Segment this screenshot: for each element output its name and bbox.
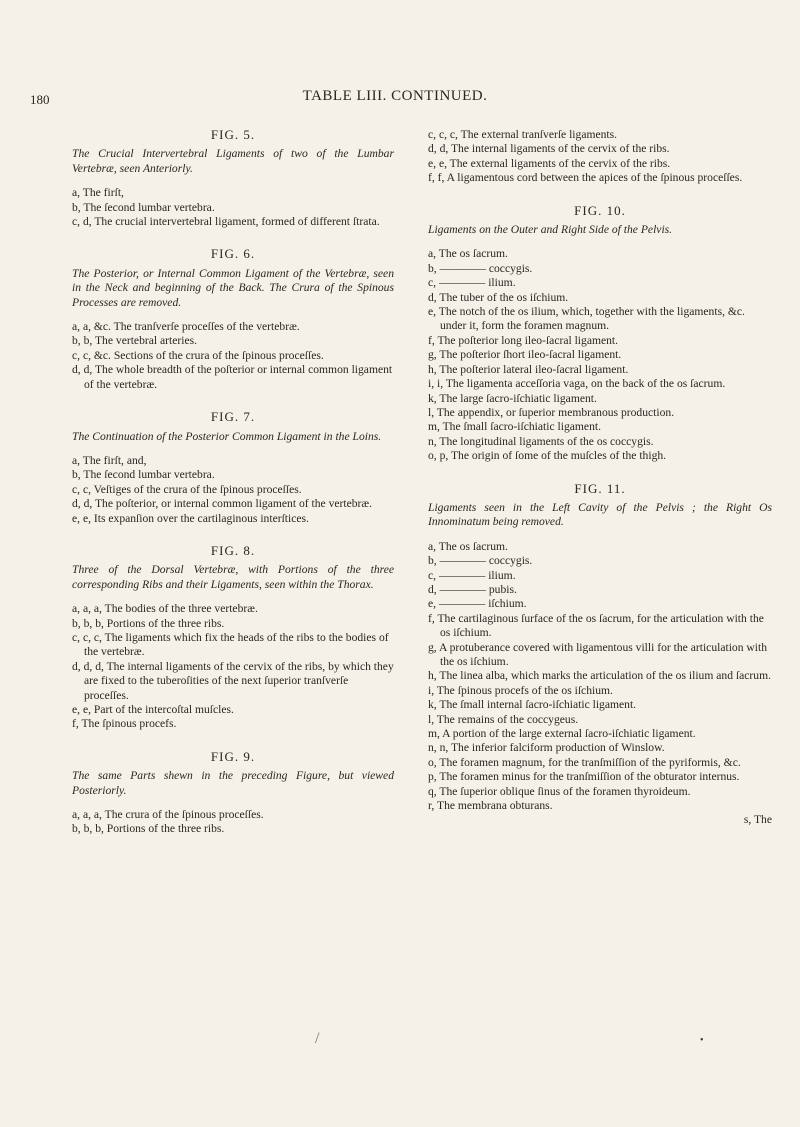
legend-entry: q, The ſuperior oblique ſinus of the foramen thyroideum. xyxy=(428,784,691,798)
legend-entry: a, a, a, The crura of the ſpinous proceſſes. xyxy=(72,808,264,822)
legend-entry: e, e, Its expanſion over the cartilaginous interſtices. xyxy=(72,511,309,525)
legend-entry: a, a, a, The bodies of the three vertebræ. xyxy=(72,602,258,616)
legend-entry: o, p, The origin of ſome of the muſcles of the thigh. xyxy=(428,449,667,463)
legend-entry: e, The notch of the os ilium, which, together with the ligaments, &c. under it, form the foramen magnum. xyxy=(428,305,745,333)
fig-title: FIG. 8. xyxy=(210,542,256,558)
legend-entry: o, The foramen magnum, for the tranſmiſſion of the pyriformis, &c. xyxy=(428,755,741,769)
legend-entry: a, The firſt, xyxy=(72,186,124,200)
page-number: 180 xyxy=(30,92,50,107)
legend-entry: i, The ſpinous procefs of the os iſchium. xyxy=(428,683,613,697)
fig-title: FIG. 10. xyxy=(574,202,626,218)
legend-entry: k, The large ſacro-iſchiatic ligament. xyxy=(428,391,597,405)
legend-entry: c, ———— ilium. xyxy=(428,568,516,582)
legend-entry: b, ———— coccygis. xyxy=(428,554,533,568)
fig-caption: The Crucial Intervertebral Ligaments of two of the Lumbar Vertebræ, seen Anteriorly. xyxy=(72,147,394,175)
footer-dot: • xyxy=(700,1035,704,1046)
left-column xyxy=(72,128,394,837)
legend-entry: a, The firſt, and, xyxy=(72,453,147,467)
legend-entry: b, ———— coccygis. xyxy=(428,261,533,275)
legend-entry: s, The xyxy=(743,813,772,827)
fig-caption: The Continuation of the Posterior Common Ligament in the Loins. xyxy=(72,429,382,443)
legend-entry: c, ———— ilium. xyxy=(428,276,516,290)
legend-entry: c, c, Veſtiges of the crura of the ſpinous proceſſes. xyxy=(72,482,302,496)
legend-entry: e, ———— iſchium. xyxy=(428,597,527,611)
legend-entry: a, a, &c. The tranſverſe proceſſes of the vertebræ. xyxy=(72,320,300,334)
legend-entry: m, The ſmall ſacro-iſchiatic ligament. xyxy=(428,420,601,434)
legend-entry: f, f, A ligamentous cord between the apices of the ſpinous proceſſes. xyxy=(428,171,743,185)
legend-entry: i, i, The ligamenta acceſſoria vaga, on the back of the os ſacrum. xyxy=(428,377,726,391)
legend-entry: f, The poſterior long ileo-ſacral ligament. xyxy=(428,333,619,347)
right-column xyxy=(428,128,772,828)
legend-entry: f, The cartilaginous ſurface of the os ſacrum, for the articulation with the os iſchium. xyxy=(428,611,764,640)
legend-entry: l, The remains of the coccygeus. xyxy=(428,712,579,726)
legend-entry: c, c, c, The external tranſverſe ligaments. xyxy=(428,128,618,141)
fig10-section xyxy=(428,204,772,464)
fig-title: FIG. 5. xyxy=(210,127,256,142)
page-header xyxy=(30,88,760,108)
legend-entry: b, b, b, Portions of the three ribs. xyxy=(72,822,225,836)
fig-caption: The same Parts shewn in the preceding Figure, but viewed Posteriorly. xyxy=(72,769,394,797)
legend-entry: d, d, The poſterior, or internal common ligament of the vertebræ. xyxy=(72,497,373,511)
fig-title: FIG. 6. xyxy=(210,246,256,262)
legend-entry: d, d, The whole breadth of the poſterior or internal common ligament of the vertebræ. xyxy=(72,363,393,391)
legend-entry: b, b, b, Portions of the three ribs. xyxy=(72,616,225,630)
legend-entry: d, The tuber of the os iſchium. xyxy=(428,290,569,304)
legend-entry: e, e, The external ligaments of the cervix of the ribs. xyxy=(428,156,671,170)
legend-entry: l, The appendix, or ſuperior membranous production. xyxy=(428,405,675,419)
legend-entry: h, The linea alba, which marks the articulation of the os ilium and ſacrum. xyxy=(428,669,771,683)
fig5-section xyxy=(72,128,394,229)
legend-entry: a, The os ſacrum. xyxy=(428,539,508,553)
fig7-section xyxy=(72,410,394,526)
legend-entry: c, c, &c. Sections of the crura of the ſpinous proceſſes. xyxy=(72,348,324,362)
legend-entry: d, d, d, The internal ligaments of the cervix of the ribs, by which they are fixed to the tuberoſities of the next ſuperior tranſverſe proceſſes. xyxy=(72,659,394,702)
legend-entry: g, A protuberance covered with ligamentous villi for the articulation with the os iſchium. xyxy=(428,640,768,668)
fig-caption: Ligaments seen in the Left Cavity of the Pelvis ; the Right Os Innominatum being removed. xyxy=(428,500,772,529)
fig9-section xyxy=(72,750,394,837)
legend-entry: b, The ſecond lumbar vertebra. xyxy=(72,468,215,482)
legend-entry: g, The poſterior ſhort ileo-ſacral ligament. xyxy=(428,348,622,362)
fig-caption: Three of the Dorsal Vertebræ, with Portions of the three corresponding Ribs and their Ligaments, seen within the Thorax. xyxy=(72,563,394,591)
fig9-continued-section xyxy=(428,128,772,186)
legend-entry: n, n, The inferior falciform production of Winslow. xyxy=(428,741,665,755)
legend-entry: h, The poſterior lateral ileo-ſacral ligament. xyxy=(428,362,629,376)
legend-entry: e, e, Part of the intercoſtal muſcles. xyxy=(72,703,234,716)
legend-entry: d, ———— pubis. xyxy=(428,582,517,596)
fig6-section xyxy=(72,247,394,392)
running-title: TABLE LIII. CONTINUED. xyxy=(302,88,488,104)
fig-title: FIG. 11. xyxy=(574,480,626,496)
legend-entry: p, The foramen minus for the tranſmiſſion of the obturator internus. xyxy=(428,770,740,784)
legend-entry: k, The ſmall internal ſacro-iſchiatic ligament. xyxy=(428,698,637,712)
legend-entry: b, b, The vertebral arteries. xyxy=(72,334,198,348)
legend-entry: b, The ſecond lumbar vertebra. xyxy=(72,200,215,214)
legend-entry: r, The membrana obturans. xyxy=(428,799,553,813)
fig-caption: Ligaments on the Outer and Right Side of the Pelvis. xyxy=(428,223,673,237)
legend-entry: c, c, c, The ligaments which fix the heads of the ribs to the bodies of the vertebræ. xyxy=(72,630,389,659)
fig8-section xyxy=(72,544,394,732)
legend-entry: c, d, The crucial intervertebral ligament, formed of different ſtrata. xyxy=(72,215,380,229)
fig-caption: The Posterior, or Internal Common Ligament of the Vertebræ, seen in the Neck and beginning of the Back. The Crura of the Spinous Processes are removed. xyxy=(72,266,394,309)
legend-entry: a, The os ſacrum. xyxy=(428,247,508,261)
legend-entry: m, A portion of the large external ſacro-iſchiatic ligament. xyxy=(428,727,696,741)
legend-entry: d, d, The internal ligaments of the cervix of the ribs. xyxy=(428,142,670,156)
fig-title: FIG. 9. xyxy=(210,748,256,764)
legend-entry: n, The longitudinal ligaments of the os coccygis. xyxy=(428,434,654,448)
fig-title: FIG. 7. xyxy=(210,409,256,425)
fig11-section xyxy=(428,482,772,828)
footer-mark: / xyxy=(315,1030,320,1047)
legend-entry: f, The ſpinous procefs. xyxy=(72,717,177,731)
